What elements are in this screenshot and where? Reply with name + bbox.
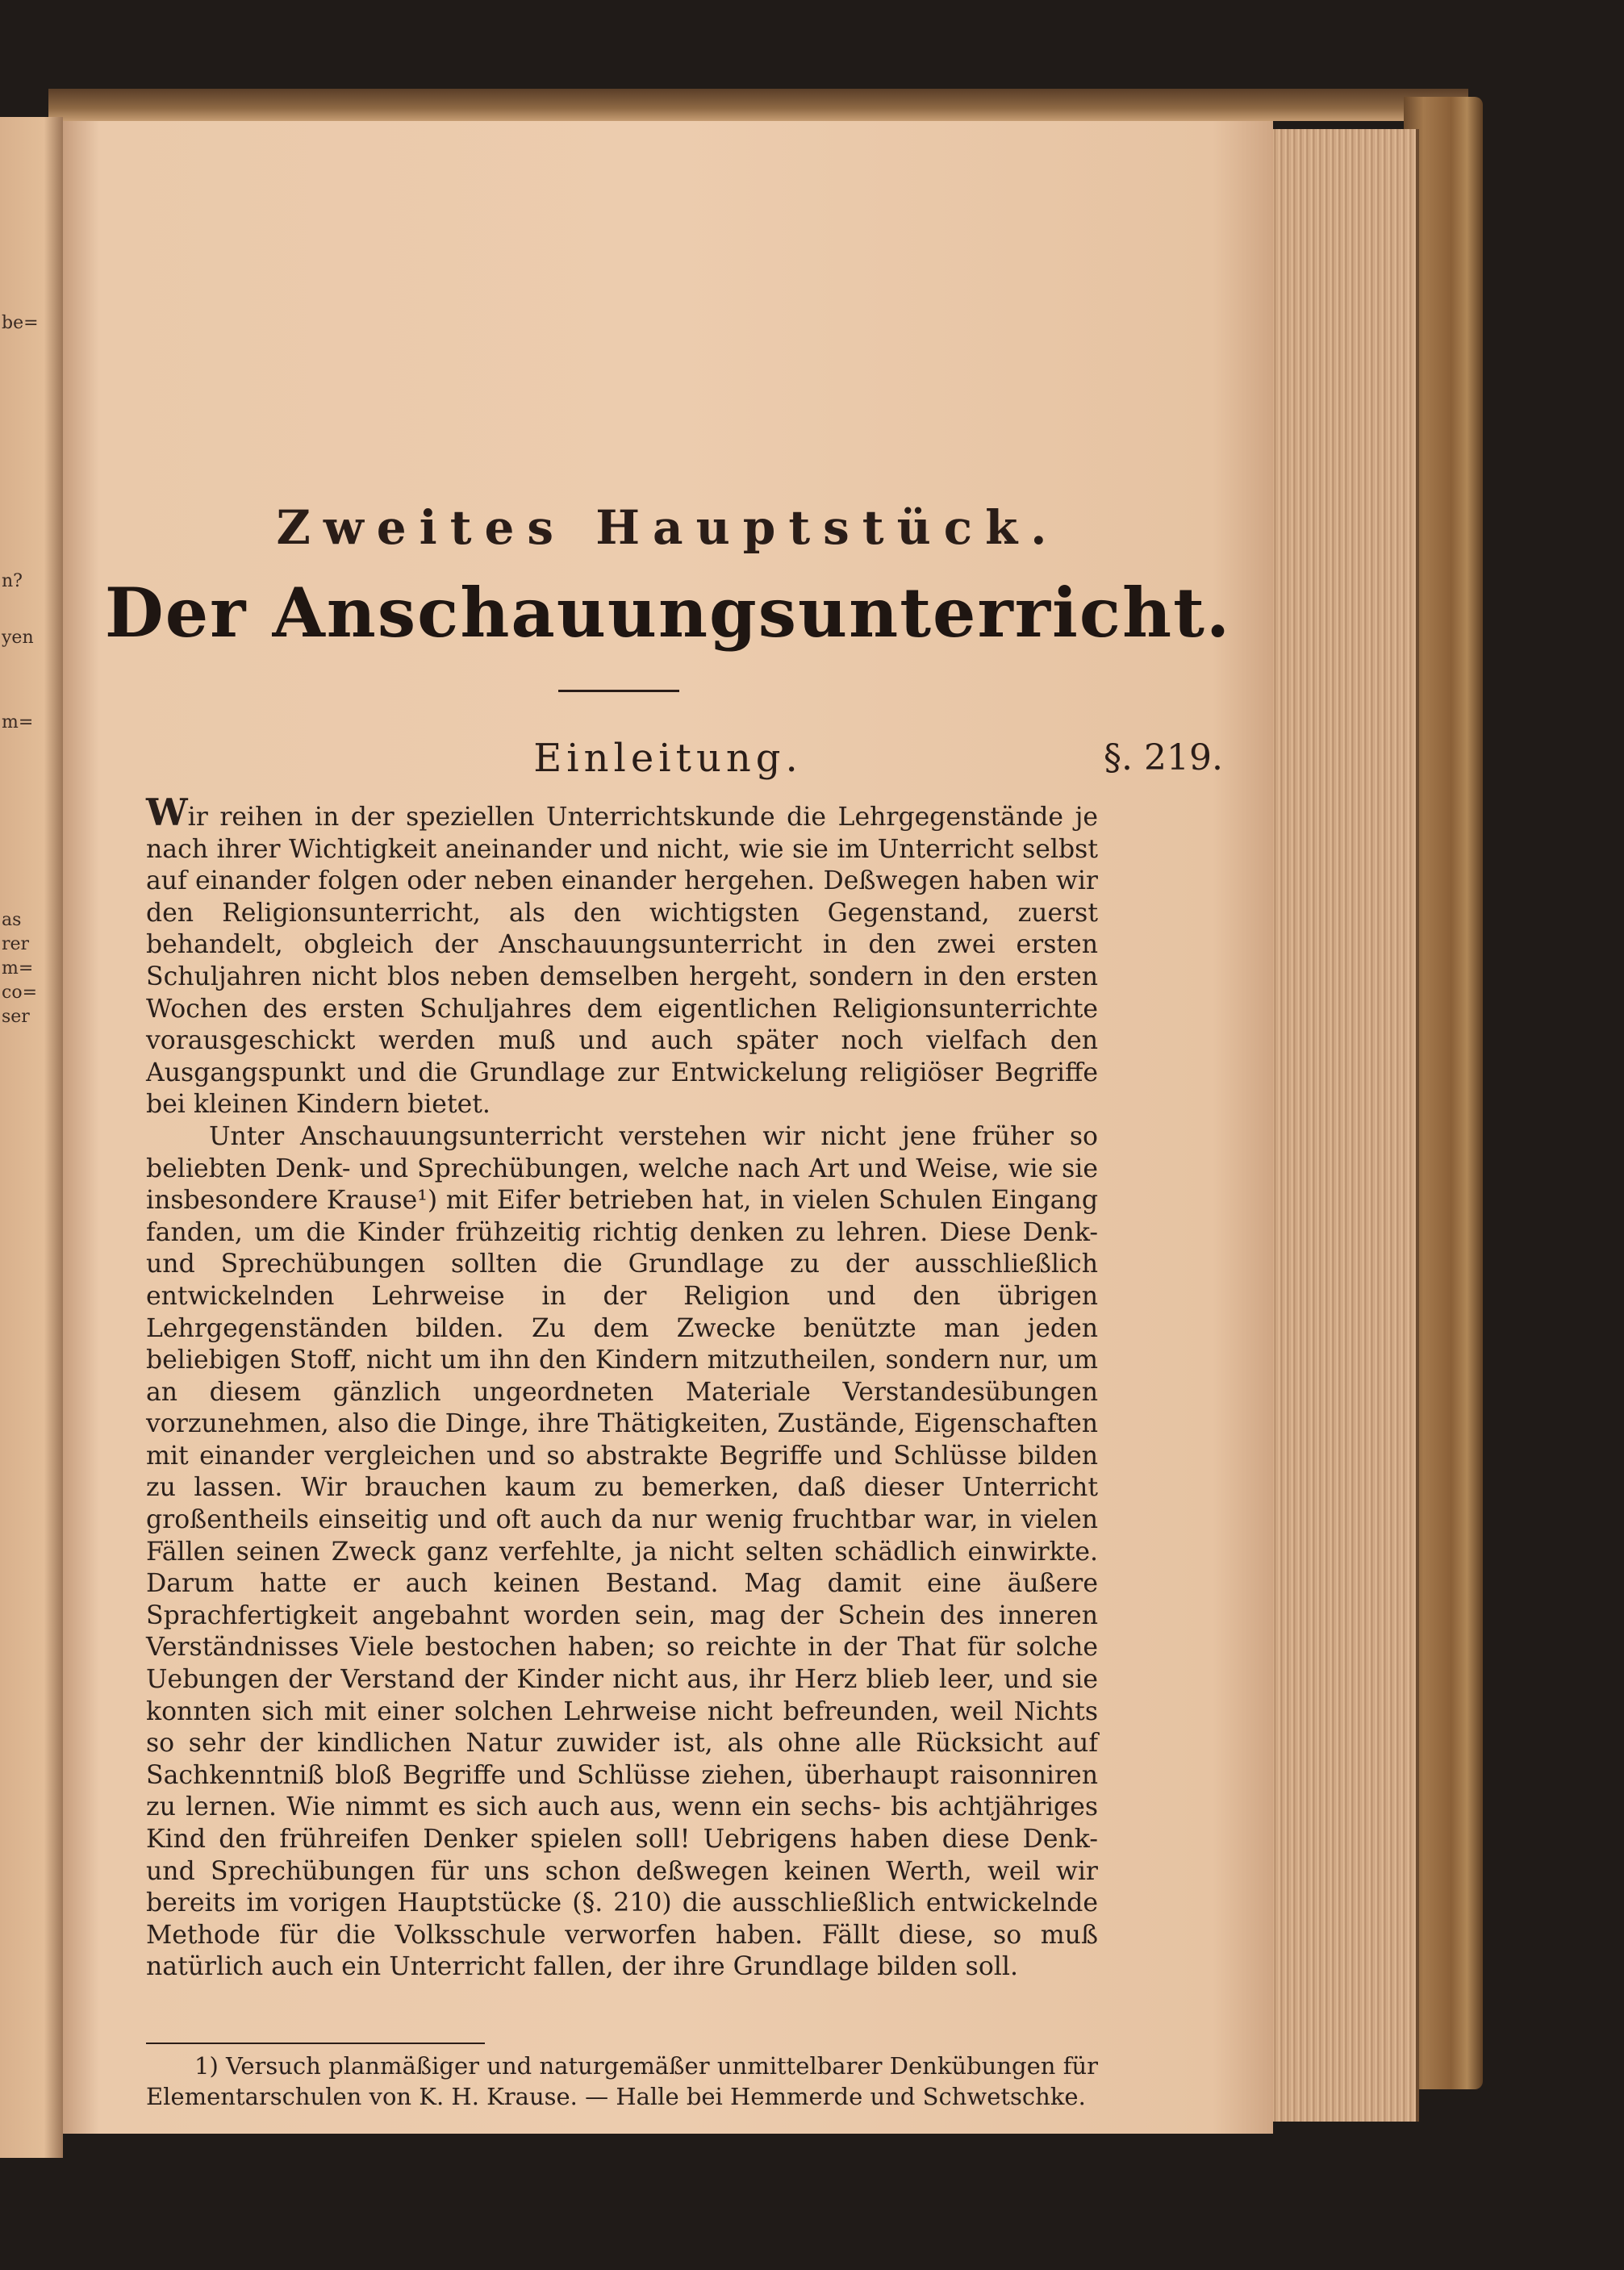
margin-fragment: ser (2, 1007, 30, 1027)
margin-fragment: as (2, 910, 22, 930)
margin-fragment: m= (2, 712, 34, 732)
margin-fragment: yen (2, 628, 34, 648)
paragraph (146, 791, 1098, 1121)
chapter-label: Zweites Hauptstück. (276, 500, 1060, 555)
paragraph (146, 1121, 1098, 1984)
footnote-text: 1) Versuch planmäßiger und naturgemäßer unmittelbarer Denkübungen für Elementarschulen von K. H. Krause. — Halle bei Hemmerde und Schwetschke. (146, 2052, 1098, 2110)
left-facing-page (0, 117, 63, 2158)
paragraph-text: Unter Anschauungsunterricht verstehen wir nicht jene früher so beliebten Denk- und Sprechübungen, welche nach Art und Weise, wie sie insbesondere Krause¹) mit Eifer betrieben hat, in vielen Schulen Eingang fanden, um die Kinder frühzeitig richtig denken zu lehren. Diese Denk- und Sprechübungen sollten die Grundlage zu der ausschließlich entwickelnden Lehrweise in der Religion und den übrigen Lehrgegenständen bilden. Zu dem Zwecke benützte man jeden beliebigen Stoff, nicht um ihn den Kindern mitzutheilen, sondern nur, um an diesem gänzlich ungeordneten Materiale Verstandesübungen vorzunehmen, also die Dinge, ihre Thätigkeiten, Zustände, Eigenschaften mit einander vergleichen und so abstrakte Begriffe und Schlüsse bilden zu lassen. Wir brauchen kaum zu bemerken, daß dieser Unterricht großentheils einseitig und oft auch da nur wenig fruchtbar war, in vielen Fällen seinen Zweck ganz verfehlte, ja nicht selten schädlich einwirkte. Darum hatte er auch keinen Bestand. Mag damit eine äußere Sprachfertigkeit angebahnt worden sein, mag der Schein des inneren Verständnisses Viele bestochen haben; so reichte in der That für solche Uebungen der Verstand der Kinder nicht aus, ihr Herz blieb leer, und sie konnten sich mit einer solchen Lehrweise nicht befreunden, weil Nichts so sehr der kindlichen Natur zuwider ist, als ohne alle Rücksicht auf Sachkenntniß bloß Begriffe und Schlüsse ziehen, überhaupt raisonniren zu lernen. Wie nimmt es sich auch aus, wenn ein sechs- bis achtjähriges Kind den frühreifen Denker spielen soll! Uebrigens haben diese Denk- und Sprechübungen für uns schon deßwegen keinen Werth, weil wir bereits im vorigen Hauptstücke (§. 210) die ausschließlich entwickelnde Methode für die Volksschule verworfen haben. Fällt diese, so muß natürlich auch ein Unterricht fallen, der ihre Grundlage bilden soll. (146, 1121, 1098, 1982)
section-heading: Einleitung. (533, 736, 803, 781)
margin-fragment: n? (2, 571, 23, 591)
body-text (146, 791, 1098, 1984)
book-page (63, 121, 1273, 2134)
footnote-divider (146, 2043, 485, 2044)
margin-fragment: rer (2, 934, 30, 954)
margin-fragment: m= (2, 958, 34, 979)
page-edges (1271, 129, 1419, 2122)
title-divider (558, 690, 679, 692)
margin-fragment: co= (2, 983, 37, 1003)
book-cover-top (48, 89, 1468, 121)
paragraph-text: ir reihen in der speziellen Unterrichtskunde die Lehrgegenstände je nach ihrer Wichtigkeit aneinander und nicht, wie sie im Unterricht selbst auf einander folgen oder neben einander hergehen. Deßwegen haben wir den Religionsunterricht, als den wichtigsten Gegenstand, zuerst behandelt, obgleich der Anschauungsunterricht in den zwei ersten Schuljahren nicht blos neben demselben hergeht, sondern in den ersten Wochen des ersten Schuljahres dem eigentlichen Religionsunterrichte vorausgeschickt werden muß und auch später noch vielfach den Ausgangspunkt und die Grundlage zur Entwickelung religiöser Begriffe bei kleinen Kindern bietet. (146, 803, 1098, 1120)
drop-initial: W (146, 791, 188, 834)
footnote (146, 2051, 1098, 2112)
section-number: §. 219. (1104, 737, 1223, 778)
margin-fragment: be= (2, 313, 39, 333)
chapter-title: Der Anschauungsunterricht. (104, 573, 1232, 653)
